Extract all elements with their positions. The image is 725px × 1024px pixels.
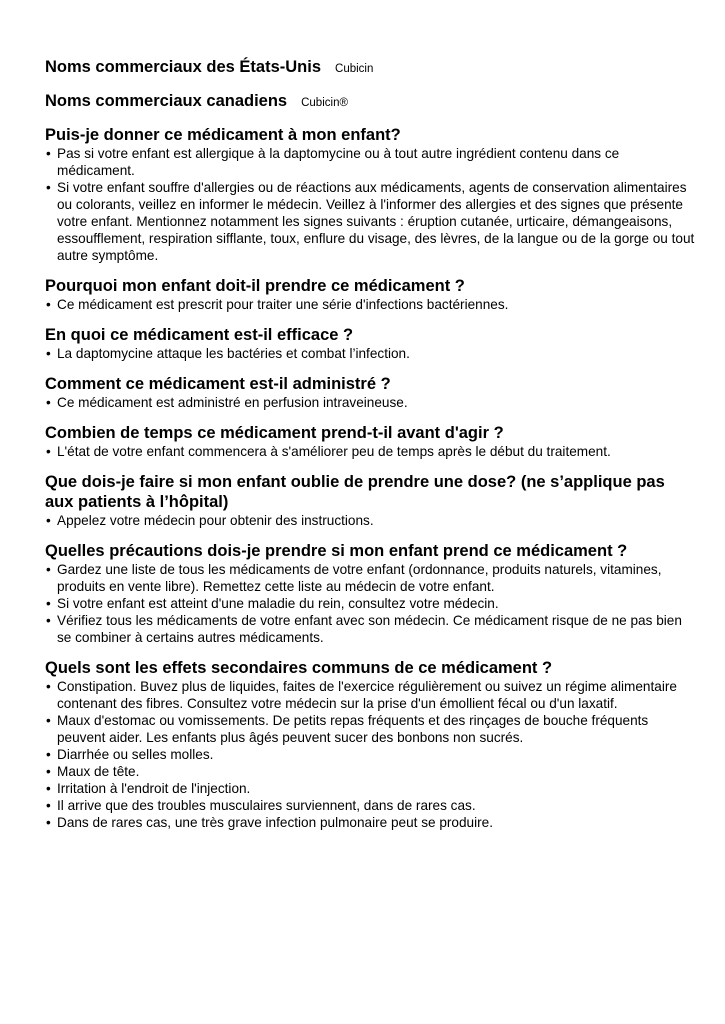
- list-item: [45, 394, 697, 411]
- us-brand-names-value: Cubicin: [335, 63, 374, 75]
- list-item-text: Vérifiez tous les médicaments de votre enfant avec son médecin. Ce médicament risque de ne pas bien se combiner à certains autres médicaments.: [57, 613, 682, 645]
- bullet-icon: •: [46, 513, 51, 528]
- bullet-icon: •: [46, 346, 51, 361]
- bullet-icon: •: [46, 297, 51, 312]
- list-item-text: Si votre enfant souffre d'allergies ou de réactions aux médicaments, agents de conservation alimentaires ou colorants, veillez en informer le médecin. Veillez à l'informer des allergies et des signes que présente votre enfant. Mentionnez notamment les signes suivants : éruption cutanée, urticaire, démangeaisons, essoufflement, respiration sifflante, toux, enflure du visage, des lèvres, de la langue ou de la gorge ou tout autre symptôme.: [57, 180, 695, 263]
- list-item-text: Gardez une liste de tous les médicaments de votre enfant (ordonnance, produits naturels, vitamines, produits en vente libre). Remettez cette liste au médecin de votre enfant.: [57, 562, 662, 594]
- list-item: [45, 345, 697, 362]
- sections-container: [45, 124, 697, 831]
- bullet-list: [45, 561, 697, 646]
- list-item: [45, 763, 697, 780]
- section-heading: Pourquoi mon enfant doit-il prendre ce médicament ?: [45, 277, 465, 295]
- section: [45, 275, 697, 313]
- list-item-text: Constipation. Buvez plus de liquides, faites de l'exercice régulièrement ou suivez un régime alimentaire contenant des fibres. Consultez votre médecin sur la prise d'un émollient fécal ou d'un laxatif.: [57, 679, 677, 711]
- bullet-list: [45, 512, 697, 529]
- canadian-brand-names-row: [45, 90, 697, 112]
- canadian-brand-names-label: Noms commerciaux canadiens: [45, 92, 288, 110]
- list-item: [45, 712, 697, 746]
- list-item: [45, 797, 697, 814]
- list-item: [45, 179, 697, 264]
- bullet-icon: •: [46, 562, 51, 577]
- section: [45, 324, 697, 362]
- bullet-list: [45, 678, 697, 831]
- list-item: [45, 443, 697, 460]
- section: [45, 540, 697, 646]
- bullet-icon: •: [46, 764, 51, 779]
- list-item-text: Si votre enfant est atteint d'une maladie du rein, consultez votre médecin.: [57, 596, 499, 611]
- section-heading: Quels sont les effets secondaires communs de ce médicament ?: [45, 659, 553, 677]
- list-item-text: Appelez votre médecin pour obtenir des instructions.: [57, 513, 374, 528]
- section-heading: Quelles précautions dois-je prendre si mon enfant prend ce médicament ?: [45, 542, 628, 560]
- bullet-icon: •: [46, 444, 51, 459]
- list-item: [45, 678, 697, 712]
- list-item: [45, 512, 697, 529]
- section: [45, 471, 697, 529]
- list-item: [45, 814, 697, 831]
- section: [45, 422, 697, 460]
- section-heading: Combien de temps ce médicament prend-t-il avant d'agir ?: [45, 424, 504, 442]
- section: [45, 657, 697, 831]
- section-heading: Comment ce médicament est-il administré ?: [45, 375, 391, 393]
- list-item-text: Ce médicament est prescrit pour traiter une série d'infections bactériennes.: [57, 297, 509, 312]
- canadian-brand-names-value: Cubicin®: [301, 97, 348, 109]
- section: [45, 124, 697, 264]
- list-item-text: La daptomycine attaque les bactéries et combat l’infection.: [57, 346, 410, 361]
- bullet-icon: •: [46, 613, 51, 628]
- list-item-text: Irritation à l'endroit de l'injection.: [57, 781, 251, 796]
- list-item-text: Dans de rares cas, une très grave infection pulmonaire peut se produire.: [57, 815, 493, 830]
- list-item-text: Il arrive que des troubles musculaires surviennent, dans de rares cas.: [57, 798, 476, 813]
- bullet-icon: •: [46, 180, 51, 195]
- bullet-icon: •: [46, 798, 51, 813]
- bullet-icon: •: [46, 395, 51, 410]
- bullet-list: [45, 145, 697, 264]
- list-item: [45, 595, 697, 612]
- bullet-list: [45, 443, 697, 460]
- bullet-icon: •: [46, 713, 51, 728]
- bullet-icon: •: [46, 781, 51, 796]
- list-item: [45, 296, 697, 313]
- list-item-text: Maux de tête.: [57, 764, 140, 779]
- list-item: [45, 612, 697, 646]
- list-item: [45, 561, 697, 595]
- list-item: [45, 780, 697, 797]
- list-item-text: Ce médicament est administré en perfusion intraveineuse.: [57, 395, 408, 410]
- us-brand-names-row: [45, 56, 697, 78]
- bullet-list: [45, 345, 697, 362]
- list-item-text: Pas si votre enfant est allergique à la daptomycine ou à tout autre ingrédient contenu dans ce médicament.: [57, 146, 620, 178]
- section-heading: En quoi ce médicament est-il efficace ?: [45, 326, 354, 344]
- section-heading: Puis-je donner ce médicament à mon enfant?: [45, 126, 401, 144]
- bullet-icon: •: [46, 146, 51, 161]
- bullet-icon: •: [46, 747, 51, 762]
- section-heading: Que dois-je faire si mon enfant oublie de prendre une dose? (ne s’applique pas aux patients à l’hôpital): [45, 473, 665, 511]
- bullet-list: [45, 394, 697, 411]
- bullet-icon: •: [46, 815, 51, 830]
- list-item: [45, 145, 697, 179]
- section: [45, 373, 697, 411]
- list-item-text: L'état de votre enfant commencera à s'améliorer peu de temps après le début du traitement.: [57, 444, 611, 459]
- list-item-text: Diarrhée ou selles molles.: [57, 747, 214, 762]
- bullet-icon: •: [46, 596, 51, 611]
- bullet-list: [45, 296, 697, 313]
- bullet-icon: •: [46, 679, 51, 694]
- list-item: [45, 746, 697, 763]
- list-item-text: Maux d'estomac ou vomissements. De petits repas fréquents et des rinçages de bouche fréquents peuvent aider. Les enfants plus âgés peuvent sucer des bonbons non sucrés.: [57, 713, 649, 745]
- us-brand-names-label: Noms commerciaux des États-Unis: [45, 58, 322, 76]
